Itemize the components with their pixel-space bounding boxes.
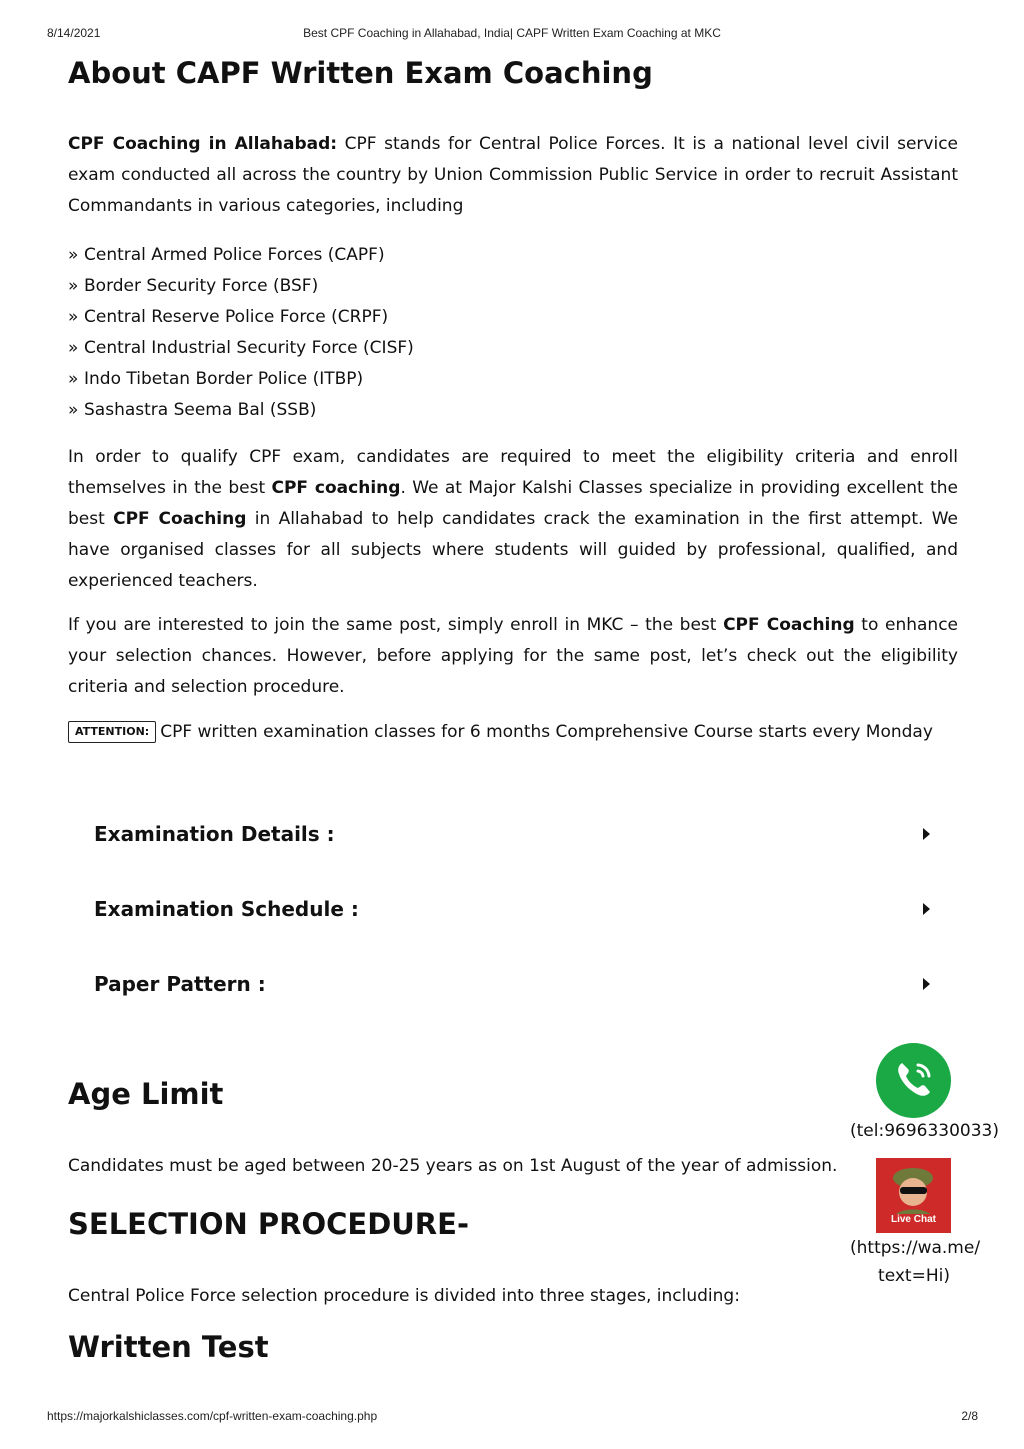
- print-footer: [0, 1409, 1024, 1433]
- intro-text: CPF stands for Central Police Forces. It is a national level civil service exam conducted all across the country by Union Commission Public Service in order to recruit Assistant Commandants in various categories, including: [68, 134, 958, 216]
- attention-badge: ATTENTION:: [68, 721, 156, 743]
- page-number: 2/8: [961, 1409, 978, 1423]
- chevron-right-icon: »: [68, 338, 79, 358]
- page-title: About CAPF Written Exam Coaching: [68, 56, 653, 90]
- phone-call-button[interactable]: [876, 1043, 951, 1118]
- whatsapp-link-text[interactable]: (https://wa.me/: [850, 1238, 981, 1258]
- attention-notice: [68, 718, 933, 746]
- chevron-right-icon: »: [68, 307, 79, 327]
- phone-link-text[interactable]: (tel:9696330033): [850, 1121, 999, 1141]
- print-url: https://majorkalshiclasses.com/cpf-written-exam-coaching.php: [47, 1409, 378, 1423]
- age-limit-text: Candidates must be aged between 20-25 years as on 1st August of the year of admission.: [68, 1156, 838, 1176]
- qualify-paragraph: In order to qualify CPF exam, candidates are required to meet the eligibility criteria and enroll themselves in the best CPF coaching. We at Major Kalshi Classes specialize in providing excellent the best CPF Coaching in Allahabad to help candidates crack the examination in the first attempt. We have organised classes for all subjects where students will guided by professional, qualified, and experienced teachers.: [68, 447, 958, 591]
- attention-text: CPF written examination classes for 6 months Comprehensive Course starts every Monday: [160, 722, 933, 742]
- forces-list: [68, 240, 414, 426]
- chevron-right-icon: »: [68, 369, 79, 389]
- intro-paragraph: [68, 129, 958, 222]
- print-header: [0, 26, 1024, 50]
- intro-strong: CPF Coaching in Allahabad:: [68, 134, 338, 154]
- enroll-paragraph: If you are interested to join the same post, simply enroll in MKC – the best CPF Coaching to enhance your selection chances. However, before applying for the same post, let’s check out the eligibility criteria and selection procedure.: [68, 615, 958, 697]
- list-item: » Central Industrial Security Force (CISF): [68, 333, 414, 364]
- print-date: 8/14/2021: [47, 26, 101, 40]
- live-chat-label: Live Chat: [890, 1214, 936, 1225]
- phone-icon: [876, 1043, 951, 1118]
- print-page-title: Best CPF Coaching in Allahabad, India| CAPF Written Exam Coaching at MKC: [303, 26, 721, 40]
- list-item: » Indo Tibetan Border Police (ITBP): [68, 364, 414, 395]
- list-item: » Border Security Force (BSF): [68, 271, 414, 302]
- chevron-right-icon: »: [68, 276, 79, 296]
- caret-right-icon: [923, 903, 930, 915]
- whatsapp-link-text-2[interactable]: text=Hi): [878, 1266, 950, 1286]
- selection-procedure-heading: SELECTION PROCEDURE-: [68, 1207, 469, 1241]
- list-item: » Central Armed Police Forces (CAPF): [68, 240, 414, 271]
- list-item: » Central Reserve Police Force (CRPF): [68, 302, 414, 333]
- accordion-paper-pattern[interactable]: Paper Pattern :: [94, 972, 934, 1012]
- caret-right-icon: [923, 978, 930, 990]
- accordion-examination-schedule[interactable]: Examination Schedule :: [94, 897, 934, 937]
- list-item: » Sashastra Seema Bal (SSB): [68, 395, 414, 426]
- written-test-heading: Written Test: [68, 1330, 269, 1364]
- age-limit-heading: Age Limit: [68, 1077, 224, 1111]
- live-chat-button[interactable]: [876, 1158, 951, 1233]
- chevron-right-icon: »: [68, 245, 79, 265]
- chevron-right-icon: »: [68, 400, 79, 420]
- accordion-examination-details[interactable]: Examination Details :: [94, 822, 934, 862]
- caret-right-icon: [923, 828, 930, 840]
- selection-procedure-text: Central Police Force selection procedure is divided into three stages, including:: [68, 1286, 740, 1306]
